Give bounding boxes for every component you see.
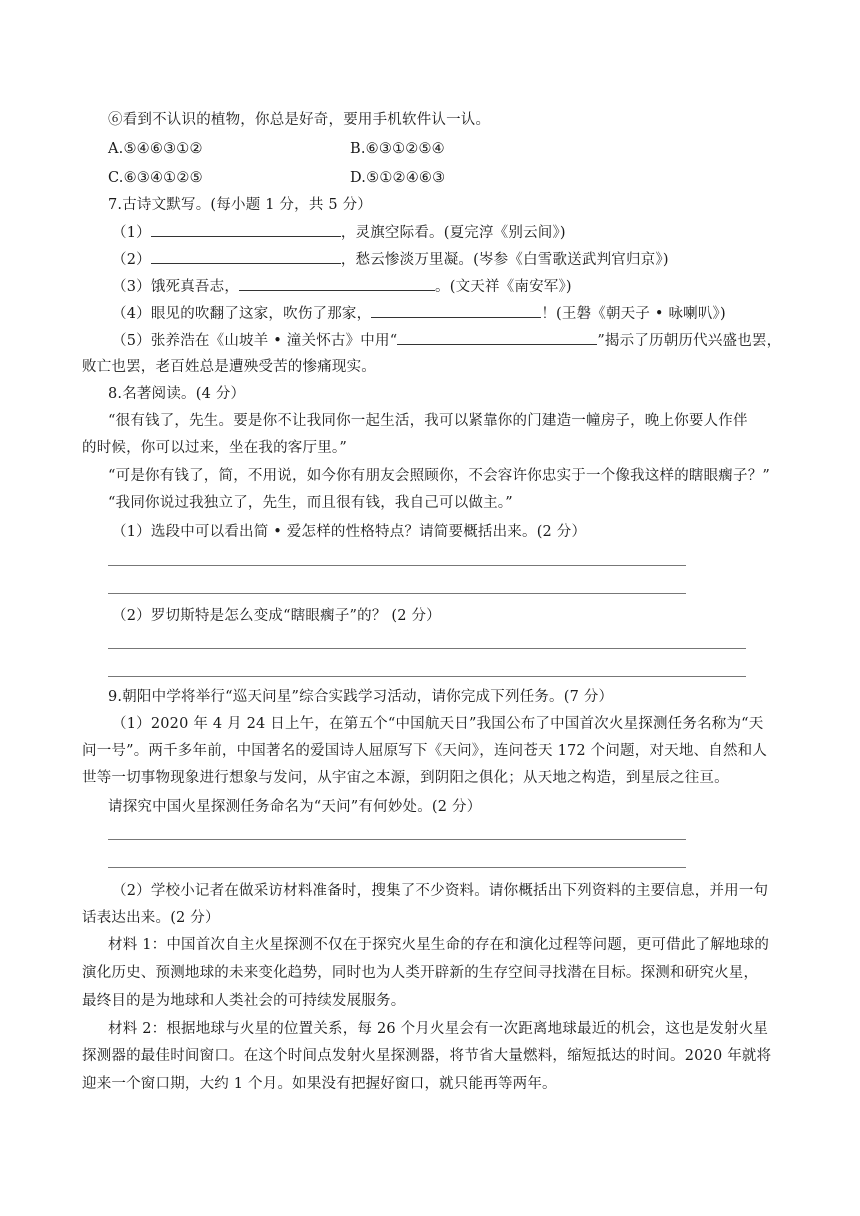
- q7-part-5-line2: 败亡也罢，老百姓总是遭殃受苦的惨痛现实。: [82, 359, 376, 375]
- q7-part-4-pre: （4）眼见的吹翻了这家，吹伤了那家，: [112, 306, 372, 322]
- q7-part-3-blank[interactable]: [239, 276, 435, 291]
- answer-line[interactable]: [108, 676, 746, 677]
- q8-sub-question-2: （2）罗切斯特是怎么变成“瞎眼瘸子”的？ (2 分）: [112, 608, 441, 624]
- q7-part-5: [112, 330, 781, 351]
- q9-s1-line-3: 世等一切事物现象进行想象与发问，从宇宙之本源，到阴阳之俱化；从天地之构造，到星辰之往亘。: [82, 770, 729, 786]
- q8-passage-line-2: 的时候，你可以过来，坐在我的客厅里。”: [82, 440, 347, 456]
- q7-part-1-blank[interactable]: [151, 222, 341, 237]
- q7-part-1: [112, 222, 566, 243]
- q9-material-2-line-1: 材料 2：根据地球与火星的位置关系，每 26 个月火星会有一次距离地球最近的机会，这也是发射火星: [108, 1021, 769, 1037]
- q7-part-2: [112, 249, 669, 270]
- q9-material-2-line-2: 探测器的最佳时间窗口。在这个时间点发射火星探测器，将节省大量燃料，缩短抵达的时间。2020 年就将: [82, 1048, 772, 1064]
- answer-line[interactable]: [108, 565, 686, 566]
- q7-part-3: [112, 276, 572, 297]
- q9-material-1-line-1: 材料 1：中国首次自主火星探测不仅在于探究火星生命的存在和演化过程等问题，更可借此了解地球的: [108, 937, 770, 953]
- q7-part-2-text: ，愁云惨淡万里凝。(岑参《白雪歌送武判官归京》): [340, 252, 669, 268]
- q7-part-4-blank[interactable]: [371, 303, 541, 318]
- q9-s2-line-1: （2）学校小记者在做采访材料准备时，搜集了不少资料。请你概括出下列资料的主要信息，并用一句: [112, 883, 769, 899]
- answer-line[interactable]: [108, 648, 746, 649]
- q7-part-3-post: 。(文天祥《南安军》): [435, 279, 572, 295]
- q7-part-4-post: ！(王磐《朝天子 • 咏喇叭》): [541, 306, 726, 322]
- q9-s1-question: 请探究中国火星探测任务命名为“天问”有何妙处。(2 分）: [108, 799, 482, 815]
- q6-option-a: A.⑤④⑥③①②: [108, 141, 203, 157]
- q9-material-2-line-3: 迎来一个窗口期，大约 1 个月。如果没有把握好窗口，就只能再等两年。: [82, 1076, 557, 1092]
- q9-title: 9.朝阳中学将举行“巡天问星”综合实践学习活动，请你完成下列任务。(7 分）: [108, 689, 614, 705]
- answer-line[interactable]: [108, 593, 686, 594]
- q8-passage-line-3: “可是你有钱了，简，不用说，如今你有朋友会照顾你，不会容许你忠实于一个像我这样的瞎眼瘸子？”: [108, 468, 771, 484]
- q7-part-1-num: （1）: [112, 225, 151, 241]
- q8-sub-question-1: （1）选段中可以看出简 • 爱怎样的性格特点？请简要概括出来。(2 分）: [112, 524, 587, 540]
- answer-line[interactable]: [108, 867, 686, 868]
- q6-option-d: D.⑤①②④⑥③: [350, 170, 446, 186]
- q6-option-b: B.⑥③①②⑤④: [350, 141, 445, 157]
- q9-material-1-line-2: 演化历史、预测地球的未来变化趋势，同时也为人类开辟新的生存空间寻找潜在目标。探测和研究火星，: [82, 965, 759, 981]
- q7-part-5-post: ”揭示了历朝历代兴盛也罢，: [597, 333, 782, 349]
- q9-s1-line-2: 问一号”。两千多年前，中国著名的爱国诗人屈原写下《天问》，连问苍天 172 个问题，对天地、自然和人: [82, 743, 768, 759]
- q9-material-1-line-3: 最终目的是为地球和人类社会的可持续发展服务。: [82, 993, 406, 1009]
- q7-part-3-pre: （3）饿死真吾志，: [112, 279, 240, 295]
- q6-option-c: C.⑥③④①②⑤: [108, 170, 203, 186]
- q7-part-1-text: ，灵旗空际看。(夏完淳《别云间》): [340, 225, 566, 241]
- q9-s1-line-1: （1）2020 年 4 月 24 日上午，在第五个“中国航天日”我国公布了中国首次火星探测任务名称为“天: [112, 716, 764, 732]
- q7-part-5-blank[interactable]: [397, 330, 597, 345]
- q7-title: 7.古诗文默写。(每小题 1 分，共 5 分）: [108, 197, 372, 213]
- q8-title: 8.名著阅读。(4 分）: [108, 386, 246, 402]
- q7-part-4: [112, 303, 726, 324]
- answer-line[interactable]: [108, 839, 686, 840]
- q7-part-2-blank[interactable]: [151, 249, 341, 264]
- q9-s2-line-2: 话表达出来。(2 分）: [82, 910, 220, 926]
- q7-part-2-num: （2）: [112, 252, 151, 268]
- q7-part-5-pre: （5）张养浩在《山坡羊 • 潼关怀古》中用“: [112, 333, 398, 349]
- q8-passage-line-1: “很有钱了，先生。要是你不让我同你一起生活，我可以紧靠你的门建造一幢房子，晚上你要人作伴: [108, 413, 748, 429]
- q6-item-6: ⑥看到不认识的植物，你总是好奇，要用手机软件认一认。: [108, 112, 491, 128]
- q8-passage-line-4: “我同你说过我独立了，先生，而且很有钱，我自己可以做主。”: [108, 495, 513, 511]
